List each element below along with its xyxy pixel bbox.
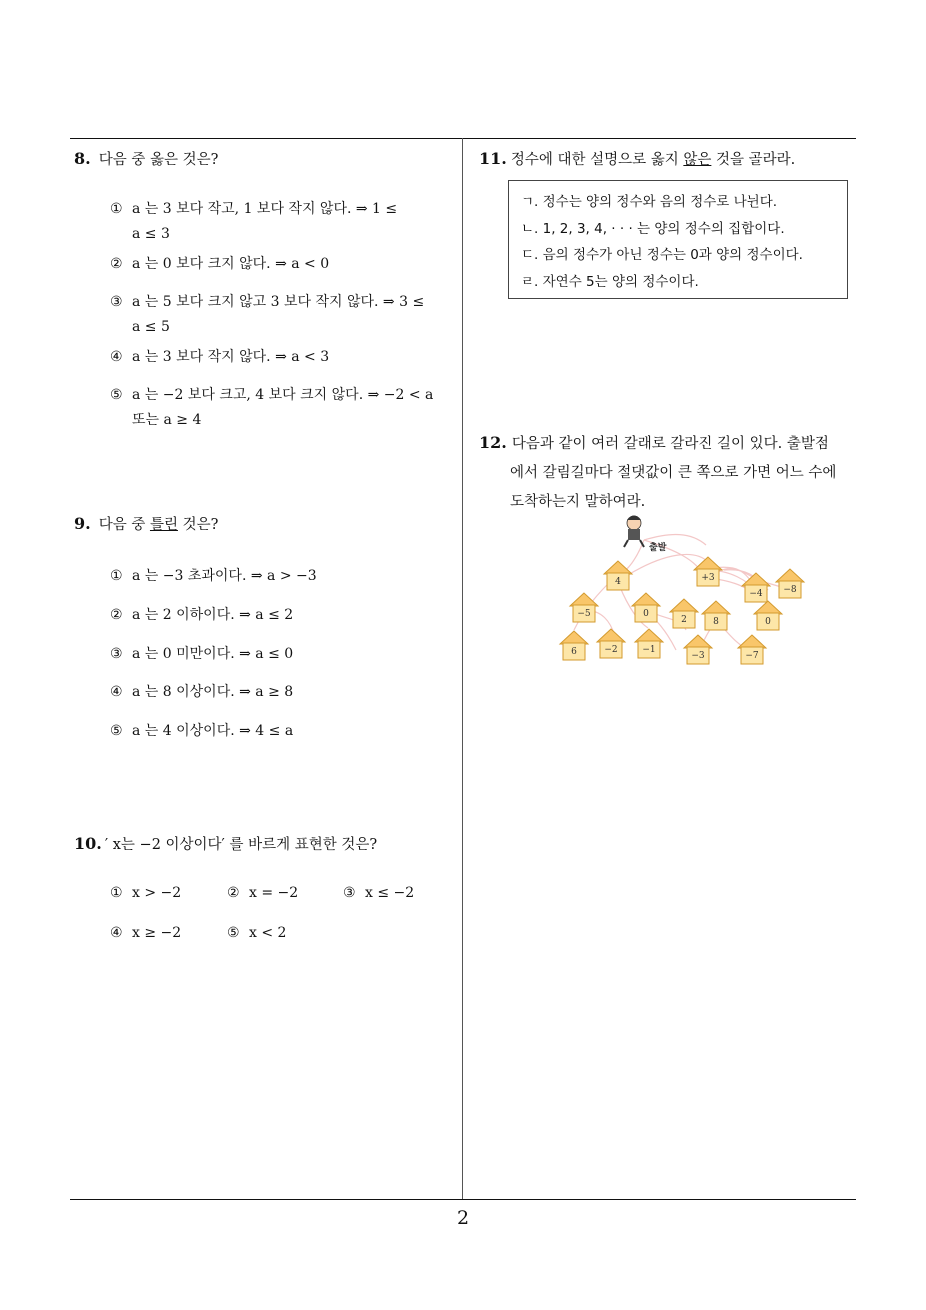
house-label: 0 [643,609,649,619]
question-number: 12. [479,433,507,452]
option-text: a 는 −3 초과이다. ⇒ a > −3 [132,568,317,584]
house-label: −1 [642,645,656,655]
house-2 [670,599,698,628]
question-text-end: 것은? [177,517,219,533]
q8-option-3 [110,290,455,340]
option-marker: ④ [110,925,123,941]
question-number: 9. [74,514,91,533]
q9-option-5 [110,719,293,744]
house-label: −5 [577,609,591,619]
statement-item: ㄱ. 정수는 양의 정수와 음의 정수로 나뉜다. [521,194,778,210]
q8-option-2 [110,252,329,277]
road-path [620,555,708,580]
house-label: 2 [681,615,687,625]
question-text: 다음 중 [98,517,150,533]
house-label: 8 [713,617,719,627]
q10-option-1 [110,881,181,906]
house-plus3 [694,557,722,586]
option-marker: ③ [343,885,356,901]
option-marker: ③ [110,646,123,662]
underlined-keyword: 않은 [683,152,712,168]
traveler-icon [624,516,644,548]
option-text: a 는 4 이상이다. ⇒ 4 ≤ a [132,723,294,739]
option-marker: ⑤ [110,387,123,403]
q9-option-4 [110,680,293,705]
option-marker: ① [110,568,123,584]
house-8 [702,601,730,630]
option-marker: ② [110,256,123,272]
option-text: x = −2 [249,885,299,901]
house-label: −4 [749,589,763,599]
option-text-continued: a ≤ 5 [132,319,170,335]
bottom-rule [70,1199,856,1200]
house-minus5 [570,593,598,622]
house-minus8 [776,569,804,598]
statements-box [508,180,848,299]
start-label: 출발 [649,543,667,553]
option-text-continued: a ≤ 3 [132,226,170,242]
house-label: 6 [571,647,577,657]
house-minus1 [635,629,663,658]
house-label: −3 [691,651,705,661]
question-8-stem [74,147,218,172]
underlined-keyword: 틀린 [149,517,178,533]
q10-option-5 [227,921,286,946]
traveler-body [628,529,640,540]
question-text: 도착하는지 말하여라. [510,494,646,510]
q9-option-1 [110,564,317,589]
branching-path-figure [556,510,816,670]
house-label: +3 [701,573,715,583]
statement-item: ㄷ. 음의 정수가 아닌 정수는 0과 양의 정수이다. [521,247,803,263]
q8-option-4 [110,345,329,370]
option-text: x ≤ −2 [365,885,415,901]
question-text-end: 것을 골라라. [711,152,796,168]
statement-item: ㄴ. 1, 2, 3, 4, · · · 는 양의 정수의 집합이다. [521,220,785,237]
question-text: 다음과 같이 여러 갈래로 갈라진 길이 있다. 출발점 [511,436,829,452]
question-number: 8. [74,149,91,168]
traveler-hat [627,516,641,521]
option-text-continued: 또는 a ≥ 4 [132,412,202,428]
question-text: 다음 중 옳은 것은? [98,152,219,168]
house-minus3 [684,635,712,664]
q9-option-3 [110,642,293,667]
traveler-leg [624,540,628,547]
option-marker: ③ [110,294,123,310]
statement-item: ㄹ. 자연수 5는 양의 정수이다. [521,273,699,290]
house-label: 0 [765,617,771,627]
option-marker: ④ [110,684,123,700]
option-text: a 는 3 보다 작고, 1 보다 작지 않다. ⇒ 1 ≤ [132,201,398,217]
option-marker: ① [110,201,123,217]
option-marker: ⑤ [227,925,240,941]
q8-option-5 [110,383,455,433]
house-0-right [754,601,782,630]
house-0 [632,593,660,622]
house-label: −2 [604,645,618,655]
option-text: x > −2 [132,885,182,901]
house-label: 4 [615,577,621,587]
house-minus4 [742,573,770,602]
house-label: −7 [745,651,759,661]
option-marker: ④ [110,349,123,365]
question-number: 11. [479,149,507,168]
option-text: a 는 8 이상이다. ⇒ a ≥ 8 [132,684,294,700]
option-text: a 는 0 보다 크지 않다. ⇒ a < 0 [132,256,330,272]
house-6 [560,631,588,660]
column-divider [462,138,463,1200]
option-text: x ≥ −2 [132,925,182,941]
option-text: a 는 2 이하이다. ⇒ a ≤ 2 [132,607,294,623]
page-number: 2 [456,1207,470,1229]
question-9-stem [74,512,218,537]
house-minus7 [738,635,766,664]
question-number: 10. [74,834,102,853]
question-text: 정수에 대한 설명으로 옳지 [510,152,684,168]
option-marker: ② [227,885,240,901]
question-12-stem [479,428,861,517]
house-minus2 [597,629,625,658]
q9-option-2 [110,603,293,628]
option-marker: ② [110,607,123,623]
q10-option-2 [227,881,298,906]
question-text: 에서 갈림길마다 절댓값이 큰 쪽으로 가면 어느 수에 [510,465,837,481]
option-text: a 는 5 보다 크지 않고 3 보다 작지 않다. ⇒ 3 ≤ [132,294,425,310]
option-marker: ① [110,885,123,901]
house-4 [604,561,632,590]
house-label: −8 [783,585,797,595]
q10-option-3 [343,881,414,906]
top-rule [70,138,856,139]
question-10-stem [74,832,377,857]
q8-option-1 [110,197,455,247]
option-marker: ⑤ [110,723,123,739]
question-11-stem [479,147,795,172]
option-text: a 는 −2 보다 크고, 4 보다 크지 않다. ⇒ −2 < a [132,387,434,403]
question-text: ′ x는 −2 이상이다′ 를 바르게 표현한 것은? [104,837,378,853]
option-text: a 는 3 보다 작지 않다. ⇒ a < 3 [132,349,330,365]
option-text: x < 2 [249,925,287,941]
q10-option-4 [110,921,181,946]
option-text: a 는 0 미만이다. ⇒ a ≤ 0 [132,646,294,662]
